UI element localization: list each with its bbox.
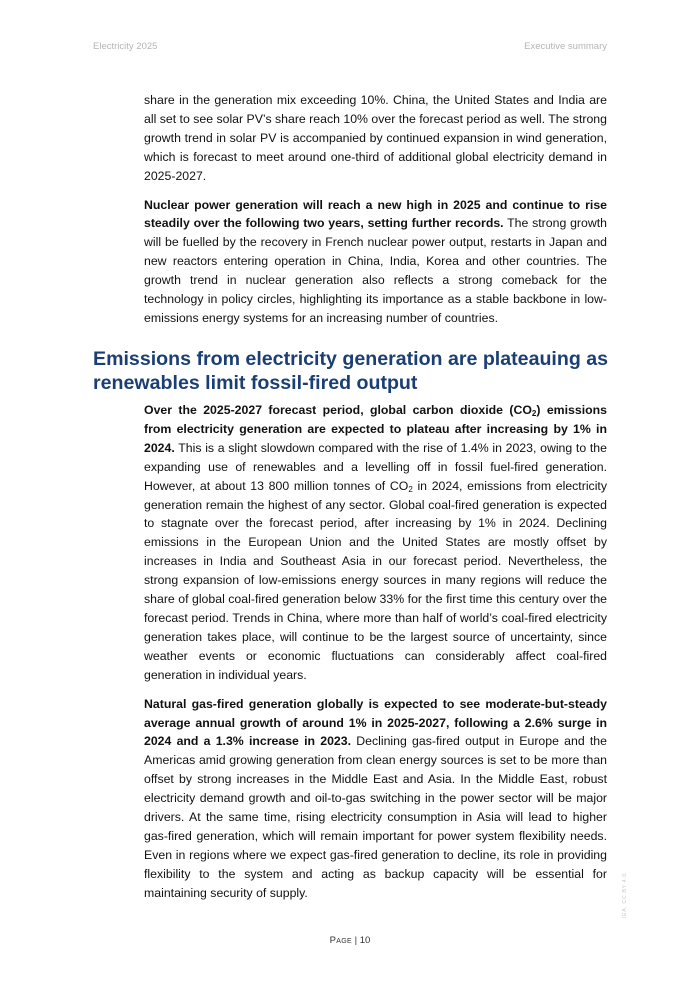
page-separator: | xyxy=(352,935,360,946)
license-notice: IEA. CC BY 4.0. xyxy=(622,871,628,918)
running-header xyxy=(93,41,607,55)
co2-subscript: 2 xyxy=(408,484,413,494)
page-label: Page xyxy=(329,935,352,946)
intro-paragraph-text: share in the generation mix exceeding 10%. China, the United States and India are all set to see solar PV’s share reach 10% over the forecast period as well. The strong growth trend in solar PV is accompanied by continued expansion in wind generation, which is forecast to meet around one-third of additional global electricity demand in 2025-2027. xyxy=(144,93,607,183)
gas-paragraph xyxy=(144,695,607,903)
intro-paragraph xyxy=(144,91,607,186)
section-heading: Emissions from electricity generation are plateauing as renewables limit fossil-fired output xyxy=(93,348,609,394)
document-title: Electricity 2025 xyxy=(93,41,158,52)
lower-text-block xyxy=(144,401,607,913)
emissions-body-part-a: This is a slight slowdown compared with the rise of 1.4% in 2023, owing to the expanding use of renewables and a levelling off in fossil fuel-fired generation. However, at about 13 800 million tonnes of CO xyxy=(144,440,607,493)
nuclear-lead-sentence: Nuclear power generation will reach a new high in 2025 and continue to rise steadily over the following two years, setting further records. xyxy=(144,197,607,231)
gas-body-text: Declining gas-fired output in Europe and the Americas amid growing generation from clean energy sources is set to be more than offset by strong increases in the Middle East and Asia. In the Middle East, robust electricity demand growth and oil-to-gas switching in the power sector will be major drivers. At the same time, rising electricity consumption in Asia will lead to higher gas-fired generation, which will remain important for power system flexibility needs. Even in regions where we expect gas-fired generation to decline, its role in providing flexibility to the system and acting as backup capacity will be essential for maintaining security of supply. xyxy=(144,734,607,900)
emissions-lead-part-b: ) emissions from electricity generation are expected to plateau after increasing by 1% in 2024. xyxy=(144,403,607,455)
chapter-title: Executive summary xyxy=(524,41,607,52)
page-footer xyxy=(0,935,700,946)
co2-subscript: 2 xyxy=(531,408,537,418)
upper-text-block xyxy=(144,91,607,338)
emissions-lead-part-a: Over the 2025-2027 forecast period, global carbon dioxide (CO xyxy=(144,403,532,417)
emissions-body-part-b: in 2024, emissions from electricity generation remain the highest of any sector. Global coal-fired generation is expected to stagnate over the forecast period, after increasing by 1% in 2024. Declining emissions in the European Union and the United States are mostly offset by increases in India and Southeast Asia in our forecast period. Nevertheless, the strong expansion of low-emissions energy sources in many regions will reduce the share of global coal-fired generation below 33% for the first time this century over the forecast period. Trends in China, where more than half of world’s coal-fired electricity generation takes place, will continue to be the largest source of uncertainty, since weather events or economic fluctuations can considerably affect coal-fired generation in individual years. xyxy=(144,478,607,682)
nuclear-body-text: The strong growth will be fuelled by the recovery in French nuclear power output, restarts in Japan and new reactors entering operation in China, India, Korea and other countries. The growth trend in nuclear generation also reflects a strong comeback for the technology in policy circles, highlighting its importance as a stable backbone in low-emissions energy systems for an increasing number of countries. xyxy=(144,216,607,325)
emissions-paragraph xyxy=(144,401,607,685)
nuclear-paragraph xyxy=(144,196,607,328)
page-number: 10 xyxy=(359,935,371,946)
gas-lead-sentence: Natural gas-fired generation globally is expected to see moderate-but-steady average annual growth of around 1% in 2025-2027, following a 2.6% surge in 2024 and a 1.3% increase in 2023. xyxy=(144,696,607,749)
